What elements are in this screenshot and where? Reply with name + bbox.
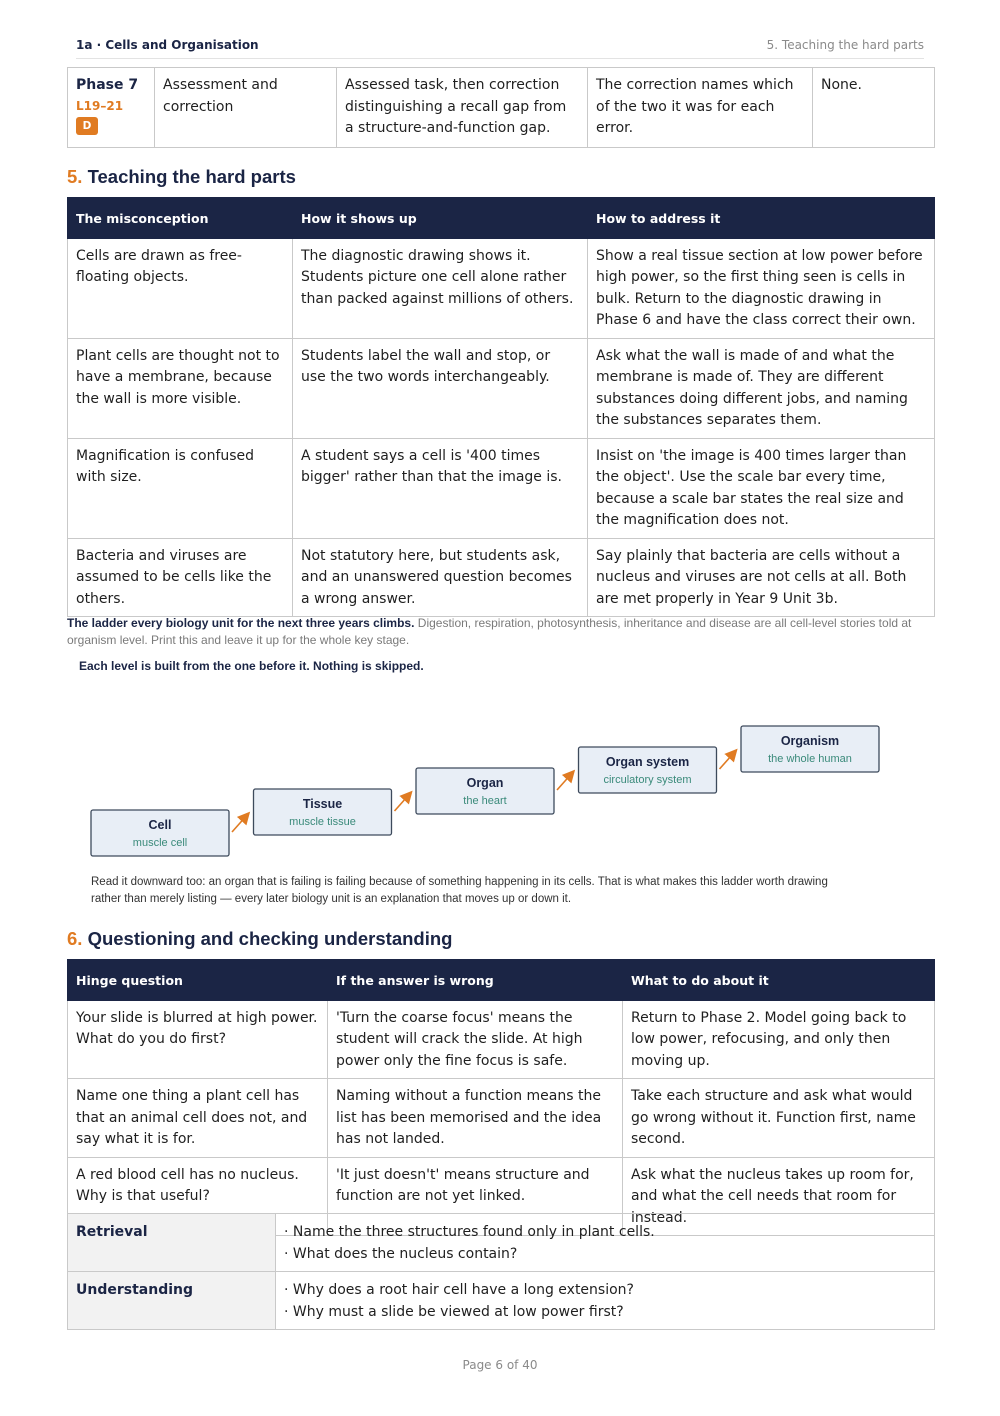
section-6-number: 6.: [67, 928, 83, 949]
column-header-misconception: The misconception: [68, 198, 293, 239]
check-questions-table: [67, 1213, 935, 1330]
column-header-how-to-address: How to address it: [588, 198, 935, 239]
section-6-title: Questioning and checking understanding: [87, 928, 453, 949]
ladder-level-organ-system: [579, 747, 717, 793]
ladder-arrow: [557, 772, 573, 790]
check-question: · What does the nucleus contain?: [284, 1245, 518, 1262]
check-items-cell: [276, 1272, 935, 1330]
phase-badge: D: [76, 117, 98, 135]
ladder-level-name: Organ: [466, 776, 504, 790]
ladder-box: [91, 810, 229, 856]
ladder-arrow: [720, 751, 736, 769]
ladder-level-example: the whole human: [768, 753, 852, 765]
section-6-heading: [67, 928, 452, 950]
phase-name-cell: Assessment and correction: [155, 68, 337, 148]
misconception-cell: Bacteria and viruses are assumed to be cells like the others.: [68, 538, 293, 617]
how-to-address-cell: Insist on 'the image is 400 times larger than the object'. Use the scale bar every time, because a scale bar states the real size and the magnification does not.: [588, 438, 935, 538]
unit-title: 1a · Cells and Organisation: [76, 38, 259, 52]
check-question: · Why does a root hair cell have a long extension?: [284, 1282, 634, 1298]
check-question: · Why must a slide be viewed at low power first?: [284, 1303, 624, 1320]
hinge-question-table: [67, 959, 935, 1236]
page-number: Page 6 of 40: [462, 1358, 538, 1372]
ladder-level-organism: [741, 726, 879, 772]
if-wrong-cell: 'Turn the coarse focus' means the student will crack the slide. At high power only the fine focus is safe.: [328, 1000, 623, 1079]
what-to-do-cell: Take each structure and ask what would go wrong without it. Function first, name second.: [623, 1079, 935, 1158]
how-to-address-cell: Say plainly that bacteria are cells without a nucleus and viruses are not cells at all. Both are met properly in Year 9 Unit 3b.: [588, 538, 935, 617]
ladder-box: [254, 789, 392, 835]
check-label: Retrieval: [68, 1214, 276, 1272]
figure-caption-text: Digestion, respiration, photosynthesis, inheritance and disease are all cell-level stories told at organism level. Print this and leave it up for the whole key stage.: [67, 616, 912, 647]
ladder-arrow: [232, 814, 248, 832]
misconception-table-header: [68, 198, 935, 239]
misconception-cell: Plant cells are thought not to have a membrane, because the wall is more visible.: [68, 338, 293, 438]
ladder-level-name: Organ system: [605, 755, 690, 769]
how-to-address-cell: Show a real tissue section at low power before high power, so the first thing seen is cells in bulk. Return to the diagnostic drawing in Phase 6 and have the class correct their own.: [588, 238, 935, 338]
hinge-row: [68, 1000, 935, 1079]
hinge-row: [68, 1079, 935, 1158]
ladder-note-line-1: Read it downward too: an organ that is failing is failing because of something happening in its cells. That is what makes this ladder worth drawing: [91, 876, 828, 888]
phase-title: Phase 7: [76, 77, 139, 93]
what-to-do-cell: Return to Phase 2. Model going back to low power, refocusing, and only then moving up.: [623, 1000, 935, 1079]
hinge-question-cell: Your slide is blurred at high power. What do you do first?: [68, 1000, 328, 1079]
phase-evidence-cell: The correction names which of the two it was for each error.: [588, 68, 813, 148]
section-5-number: 5.: [67, 166, 83, 187]
if-wrong-cell: 'It just doesn't' means structure and function are not yet linked.: [328, 1157, 623, 1236]
misconception-row: [68, 338, 935, 438]
ladder-level-cell: [91, 810, 229, 856]
ladder-level-organ: [416, 768, 554, 814]
check-row: [68, 1272, 935, 1330]
column-header-if-wrong: If the answer is wrong: [328, 960, 623, 1001]
misconception-row: [68, 538, 935, 617]
section-5-title: Teaching the hard parts: [87, 166, 296, 187]
if-wrong-cell: Naming without a function means the list has been memorised and the idea has not landed.: [328, 1079, 623, 1158]
ladder-level-tissue: [254, 789, 392, 835]
ladder-level-example: muscle tissue: [289, 816, 356, 828]
organisation-ladder-diagram: [0, 700, 1000, 870]
check-label: Understanding: [68, 1272, 276, 1330]
check-row: [68, 1214, 935, 1272]
how-it-shows-up-cell: A student says a cell is '400 times bigger' rather than that the image is.: [293, 438, 588, 538]
phase-note-cell: None.: [813, 68, 935, 148]
column-header-what-to-do: What to do about it: [623, 960, 935, 1001]
ladder-box: [741, 726, 879, 772]
misconception-cell: Cells are drawn as free-floating objects.: [68, 238, 293, 338]
hinge-question-cell: Name one thing a plant cell has that an animal cell does not, and say what it is for.: [68, 1079, 328, 1158]
page-header: [76, 38, 924, 59]
ladder-arrow: [395, 793, 411, 811]
misconception-cell: Magnification is confused with size.: [68, 438, 293, 538]
section-running-title: 5. Teaching the hard parts: [766, 38, 924, 52]
phase-table: [67, 67, 935, 148]
ladder-diagram-note: [91, 874, 831, 907]
ladder-box: [416, 768, 554, 814]
check-question: · Name the three structures found only in plant cells.: [284, 1224, 655, 1240]
hinge-table-header: [68, 960, 935, 1001]
ladder-level-name: Tissue: [302, 797, 343, 811]
ladder-level-example: circulatory system: [603, 774, 692, 786]
ladder-diagram-title: Each level is built from the one before it. Nothing is skipped.: [79, 659, 424, 673]
ladder-level-name: Cell: [148, 818, 172, 832]
ladder-box: [579, 747, 717, 793]
figure-caption: [67, 615, 927, 649]
how-to-address-cell: Ask what the wall is made of and what the membrane is made of. They are different substances doing different jobs, and naming the substances separates them.: [588, 338, 935, 438]
phase-row: [68, 68, 935, 148]
hinge-question-cell: A red blood cell has no nucleus. Why is that useful?: [68, 1157, 328, 1236]
column-header-hinge-question: Hinge question: [68, 960, 328, 1001]
section-5-heading: [67, 166, 296, 188]
figure-caption-bold: The ladder every biology unit for the next three years climbs.: [67, 616, 415, 630]
ladder-level-example: the heart: [463, 795, 507, 807]
ladder-level-name: Organism: [780, 734, 840, 748]
how-it-shows-up-cell: Not statutory here, but students ask, and an unanswered question becomes a wrong answer.: [293, 538, 588, 617]
check-items-cell: [276, 1214, 935, 1272]
phase-activity-cell: Assessed task, then correction distinguishing a recall gap from a structure-and-function gap.: [337, 68, 588, 148]
what-to-do-cell: Ask what the nucleus takes up room for, and what the cell needs that room for instead.: [623, 1157, 935, 1236]
misconception-row: [68, 238, 935, 338]
column-header-how-it-shows-up: How it shows up: [293, 198, 588, 239]
ladder-level-example: muscle cell: [132, 837, 188, 849]
how-it-shows-up-cell: Students label the wall and stop, or use the two words interchangeably.: [293, 338, 588, 438]
misconception-table: [67, 197, 935, 617]
how-it-shows-up-cell: The diagnostic drawing shows it. Students picture one cell alone rather than packed against millions of others.: [293, 238, 588, 338]
phase-lessons: L19–21: [76, 98, 124, 113]
phase-label-cell: [68, 68, 155, 148]
misconception-row: [68, 438, 935, 538]
ladder-note-line-2: rather than merely listing — every later biology unit is an explanation that moves up or down it.: [91, 892, 572, 905]
